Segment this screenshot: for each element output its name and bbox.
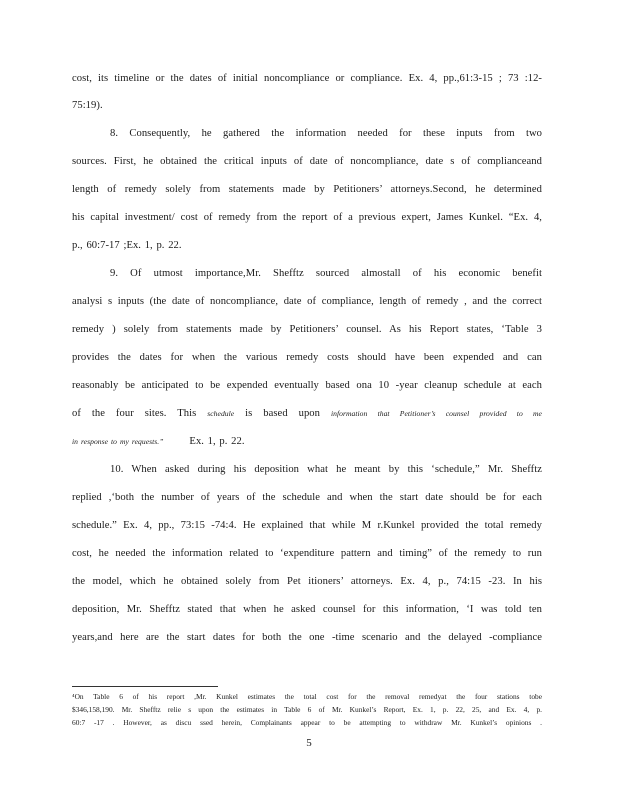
body-line: length of remedy solely from statements made by Petitioners’ attorneys.Second, he determined [72,184,542,195]
paragraph-10-start: 10. When asked during his deposition what he meant by this ‘schedule,” Mr. Shefftz [110,464,542,475]
body-line: analysi s inputs (the date of noncompliance, date of compliance, length of remedy , and the correct [72,296,542,307]
footnote-line: ⁴On Table 6 of his report ,Mr. Kunkel estimates the total cost for the removal remedyat the four stations tobe [72,692,542,701]
italic-run: information that Petitioner’s counsel provided to me [330,409,542,418]
body-line: his capital investment/ cost of remedy from the report of a previous expert, James Kunkel. “Ex. 4, [72,212,542,223]
body-line-mixed [72,408,542,419]
italic-run: in response to my requests.” [72,437,164,446]
body-line: 75:19). [72,100,103,111]
text-run: of the four sites. This [72,408,197,419]
footnote-separator [72,686,218,687]
italic-run: schedule [207,409,235,418]
paragraph-9-start: 9. Of utmost importance,Mr. Shefftz sourced almostall of his economic benefit [110,268,542,279]
body-line-mixed [72,436,542,447]
body-line: provides the dates for when the various remedy costs should have been expended and can [72,352,542,363]
body-line: years,and here are the start dates for both the one -time scenario and the delayed -compliance [72,632,542,643]
text-run: Ex. 1, p. 22. [189,436,245,447]
body-line: schedule.” Ex. 4, pp., 73:15 -74:4. He explained that while M r.Kunkel provided the total remedy [72,520,542,531]
body-line: p., 60:7-17 ;Ex. 1, p. 22. [72,240,182,251]
body-line: deposition, Mr. Shefftz stated that when he asked counsel for this information, ‘I was told ten [72,604,542,615]
body-line: the model, which he obtained solely from Pet itioners’ attorneys. Ex. 4, p., 74:15 -23. In his [72,576,542,587]
footnote-line: 60:7 -17 . However, as discu ssed herein, Complainants appear to be attempting to withdraw Mr. Kunkel’s opinions . [72,718,542,727]
page-number: 5 [306,737,312,749]
body-line: cost, its timeline or the dates of initial noncompliance or compliance. Ex. 4, pp.,61:3-15 ; 73 :12- [72,73,542,84]
body-line: remedy ) solely from statements made by Petitioners’ counsel. As his Report states, ‘Table 3 [72,324,542,335]
body-line: cost, he needed the information related to ‘expenditure pattern and timing” of the remedy to run [72,548,542,559]
body-line: reasonably be anticipated to be expended eventually based ona 10 -year cleanup schedule at each [72,380,542,391]
footnote-line: $346,158,190. Mr. Shefftz relie s upon the estimates in Table 6 of Mr. Kunkel’s Report, Ex. 1, p. 22, 25, and Ex. 4, p. [72,705,542,714]
body-line: replied ,‘both the number of years of the schedule and when the start date should be for each [72,492,542,503]
body-line: sources. First, he obtained the critical inputs of date of noncompliance, date s of complianceand [72,156,542,167]
text-run: is based upon [245,408,320,419]
paragraph-8-start: 8. Consequently, he gathered the information needed for these inputs from two [110,128,542,139]
